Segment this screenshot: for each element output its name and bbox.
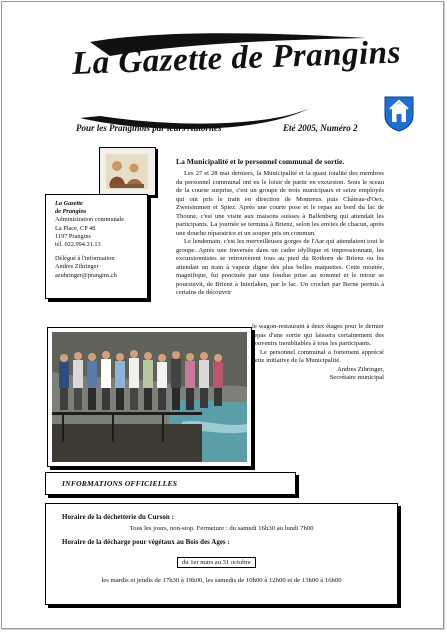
article-paragraph-1: Les 27 et 28 mai derniers, la Municipalité et la quasi totalité des membres du personnel communal ont eu le loisir de partir en excursion. Sous le sceau de la course surprise, c'est un groupe de trois municipaux et seize employés qui ont pris le train en direction de Montreux puis Château-d'Oex, Zweisimmen et Spiez. Après une courte pose et le repas au bord du lac de Thoune, c'est une visite aux maisons suisses à Ballenberg qui attendait les participants. La journée se termina à Brienz, selon les envies de chacun, après une douche réparatrice et un souper pris en commun. xyxy=(176,170,384,237)
contact-name-line1: La Gazette xyxy=(55,200,83,207)
contact-admin: Administration communale xyxy=(55,216,125,224)
contact-email[interactable]: azuhringer@prangins.ch xyxy=(55,271,117,279)
signature-role: Secrétaire municipal xyxy=(329,374,384,381)
article-column-side xyxy=(252,323,384,383)
article-title: La Municipalité et le personnel communal de sortie. xyxy=(176,157,345,166)
tagline: Pour les Pranginois par leurs Autorités xyxy=(76,123,222,133)
contact-city: 1197 Prangins xyxy=(55,232,91,240)
article-paragraph-4: Le personnel communal a fortement apprécié cette initiative de la Municipalité. xyxy=(252,348,384,364)
gazette-title: La Gazette de Prangins xyxy=(71,34,402,82)
dechetterie-hours: Tous les jours, non-stop. Fermeture : du samedi 16h30 au lundi 7h00 xyxy=(129,525,314,532)
group-photo-large xyxy=(47,327,252,467)
official-info-banner: INFORMATIONS OFFICIELLES xyxy=(45,472,296,495)
prangins-crest-icon xyxy=(384,96,414,132)
contact-delegate-name: Andres Zihringer xyxy=(55,263,99,271)
official-info-box xyxy=(45,503,398,605)
contact-name-line2: de Prangins xyxy=(55,208,87,216)
decharge-title: Horaire de la décharge pour végétaux au Bois des Ages : xyxy=(62,538,230,546)
contact-address: La Place, CP 48 xyxy=(55,224,96,232)
article-paragraph-2: Le lendemain, c'est les merveilleuses gorges de l'Aar qui attendaient tout le groupe. Après une traversée dans un cadre idyllique et impressionnant, les excursionnistes se retrouvèrent tous au pied du Rothorn de Brienz ou les attendait un train à vapeur digne des plus belles maquettes. Cette montée, magnifique, fut ponctuée par une fondue prise au sommet et le retour se poursuivit, de Brienz à Interlaken, par le lac. Un crochet par Berne permis à certains de découvrir xyxy=(176,238,384,296)
contact-delegate-title: Délégué à l'information xyxy=(55,255,115,263)
contact-box xyxy=(45,194,148,299)
decharge-period: du 1er mars au 31 octobre xyxy=(177,557,256,568)
dechetterie-title: Horaire de la déchetterie du Curson : xyxy=(62,513,174,521)
signature-name: Andres Zihringer, xyxy=(337,365,384,373)
issue-label: Eté 2005, Numéro 2 xyxy=(283,123,358,133)
article-paragraph-3: le wagon-restaurant à deux étages pour le dernier repas d'une sortie qui laissera certainement des souvenirs inoubliables à tous les participants. xyxy=(252,323,384,347)
article-column-main xyxy=(176,170,384,298)
contact-phone: tél. 022.994.31.13 xyxy=(55,241,101,249)
decharge-hours: les mardis et jeudis de 17h30 à 19h00, les samedis de 10h00 à 12h00 et de 13h00 à 16h00 xyxy=(101,577,342,584)
group-photo-small xyxy=(99,147,156,196)
